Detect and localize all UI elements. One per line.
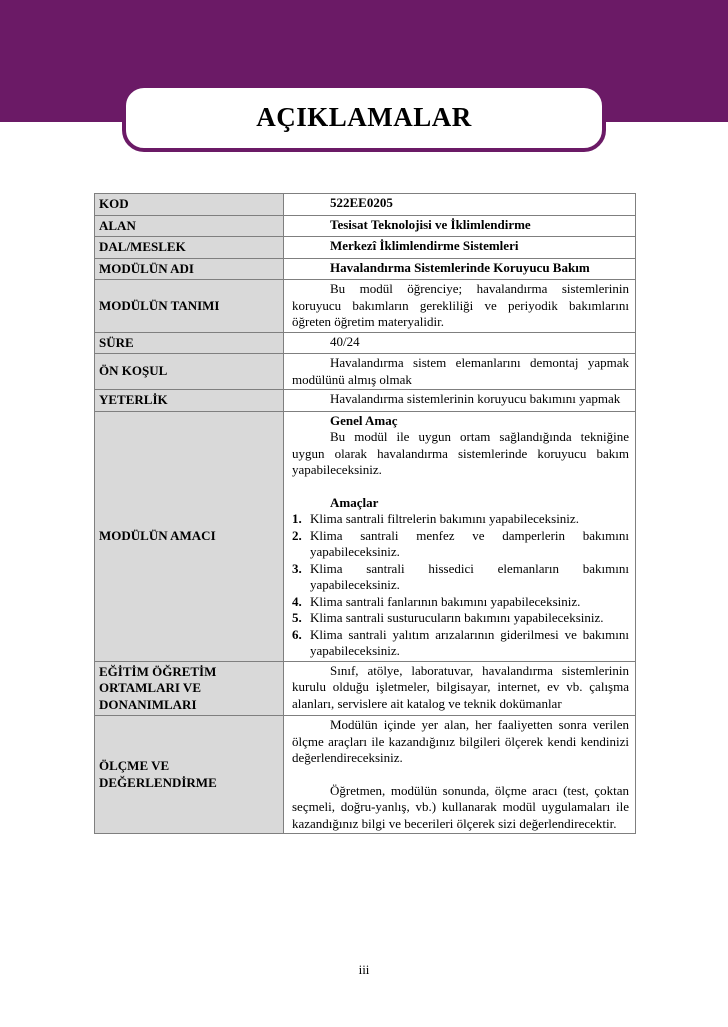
item-text: Klima santrali susturucuların bakımını yapabileceksiniz. xyxy=(310,610,604,625)
label-yeterlik: YETERLİK xyxy=(95,390,284,412)
value-modul-adi: Havalandırma Sistemlerinde Koruyucu Bakım xyxy=(284,258,636,280)
item-text: Klima santrali yalıtım arızalarının giderilmesi ve bakımını yapabileceksiniz. xyxy=(310,626,629,658)
item-number: 1. xyxy=(292,511,302,526)
page-title: AÇIKLAMALAR xyxy=(256,102,472,132)
label-olcme: ÖLÇME VE DEĞERLENDİRME xyxy=(95,716,284,834)
list-item xyxy=(292,610,629,627)
page-number: iii xyxy=(358,962,370,977)
list-item xyxy=(292,561,629,594)
value-ortamlar: Sınıf, atölye, laboratuvar, havalandırma sistemlerinin kurulu olduğu işletmeler, bilgisayar, internet, ev vb. çalışma alanları, servislere ait katalog ve teknik dokümanlar xyxy=(284,661,636,716)
table-row xyxy=(95,390,636,412)
genel-amac-title: Genel Amaç xyxy=(330,412,398,428)
item-text: Klima santrali hissedici elemanların bakımını yapabileceksiniz. xyxy=(310,560,629,592)
label-ortamlar: EĞİTİM ÖĞRETİM ORTAMLARI VE DONANIMLARI xyxy=(95,661,284,716)
item-number: 3. xyxy=(292,560,302,576)
table-row xyxy=(95,258,636,280)
label-amac: MODÜLÜN AMACI xyxy=(95,411,284,661)
table-row xyxy=(95,354,636,390)
value-kod: 522EE0205 xyxy=(284,194,636,216)
label-modul-tanimi: MODÜLÜN TANIMI xyxy=(95,280,284,333)
label-kod: KOD xyxy=(95,194,284,216)
table-row xyxy=(95,237,636,259)
item-text: Klima santrali filtrelerin bakımını yapabileceksiniz. xyxy=(310,511,579,526)
table-row xyxy=(95,716,636,834)
item-number: 4. xyxy=(292,593,302,609)
value-on-kosul: Havalandırma sistem elemanlarını demontaj yapmak modülünü almış olmak xyxy=(284,354,636,390)
table-row xyxy=(95,411,636,661)
list-item xyxy=(292,627,629,660)
table-row xyxy=(95,661,636,716)
label-sure: SÜRE xyxy=(95,332,284,354)
value-yeterlik: Havalandırma sistemlerinin koruyucu bakımını yapmak xyxy=(284,390,636,412)
item-number: 2. xyxy=(292,527,302,543)
amaclar-title: Amaçlar xyxy=(330,494,379,510)
title-box xyxy=(122,84,606,152)
item-number: 5. xyxy=(292,610,302,625)
label-on-kosul: ÖN KOŞUL xyxy=(95,354,284,390)
table-row xyxy=(95,280,636,333)
list-item xyxy=(292,528,629,561)
module-info-table xyxy=(94,193,636,834)
label-modul-adi: MODÜLÜN ADI xyxy=(95,258,284,280)
value-sure: 40/24 xyxy=(284,332,636,354)
list-item xyxy=(292,511,629,528)
olcme-paragraph-2: Öğretmen, modülün sonunda, ölçme aracı (test, çoktan seçmeli, doğru-yanlış, vb.) kullanarak modül uygulamaları ile kazandığınız bilgi ve becerileri ölçerek sizi değerlendirecektir. xyxy=(292,782,629,831)
table-row xyxy=(95,332,636,354)
value-modul-tanimi: Bu modül öğrenciye; havalandırma sistemlerinin koruyucu bakımların gerekliliği ve periyodik bakımlarını öğreten öğretim materyalidir. xyxy=(284,280,636,333)
value-amac xyxy=(284,411,636,661)
table-row xyxy=(95,194,636,216)
value-dal: Merkezî İklimlendirme Sistemleri xyxy=(284,237,636,259)
value-alan: Tesisat Teknolojisi ve İklimlendirme xyxy=(284,215,636,237)
item-text: Klima santrali fanlarının bakımını yapabileceksiniz. xyxy=(310,593,581,609)
list-item xyxy=(292,594,629,611)
label-alan: ALAN xyxy=(95,215,284,237)
genel-amac-text: Bu modül ile uygun ortam sağlandığında tekniğine uygun olarak havalandırma sistemlerinde koruyucu bakım yapabileceksiniz. xyxy=(292,429,629,477)
aims-list xyxy=(292,511,629,660)
table-row xyxy=(95,215,636,237)
item-number: 6. xyxy=(292,626,302,642)
value-olcme xyxy=(284,716,636,834)
label-dal: DAL/MESLEK xyxy=(95,237,284,259)
item-text: Klima santrali menfez ve damperlerin bakımını yapabileceksiniz. xyxy=(310,527,629,559)
olcme-paragraph-1: Modülün içinde yer alan, her faaliyetten sonra verilen ölçme araçları ile kazandığınız bilgileri ölçerek kendi kendinizi değerlendireceksiniz. xyxy=(292,717,629,765)
